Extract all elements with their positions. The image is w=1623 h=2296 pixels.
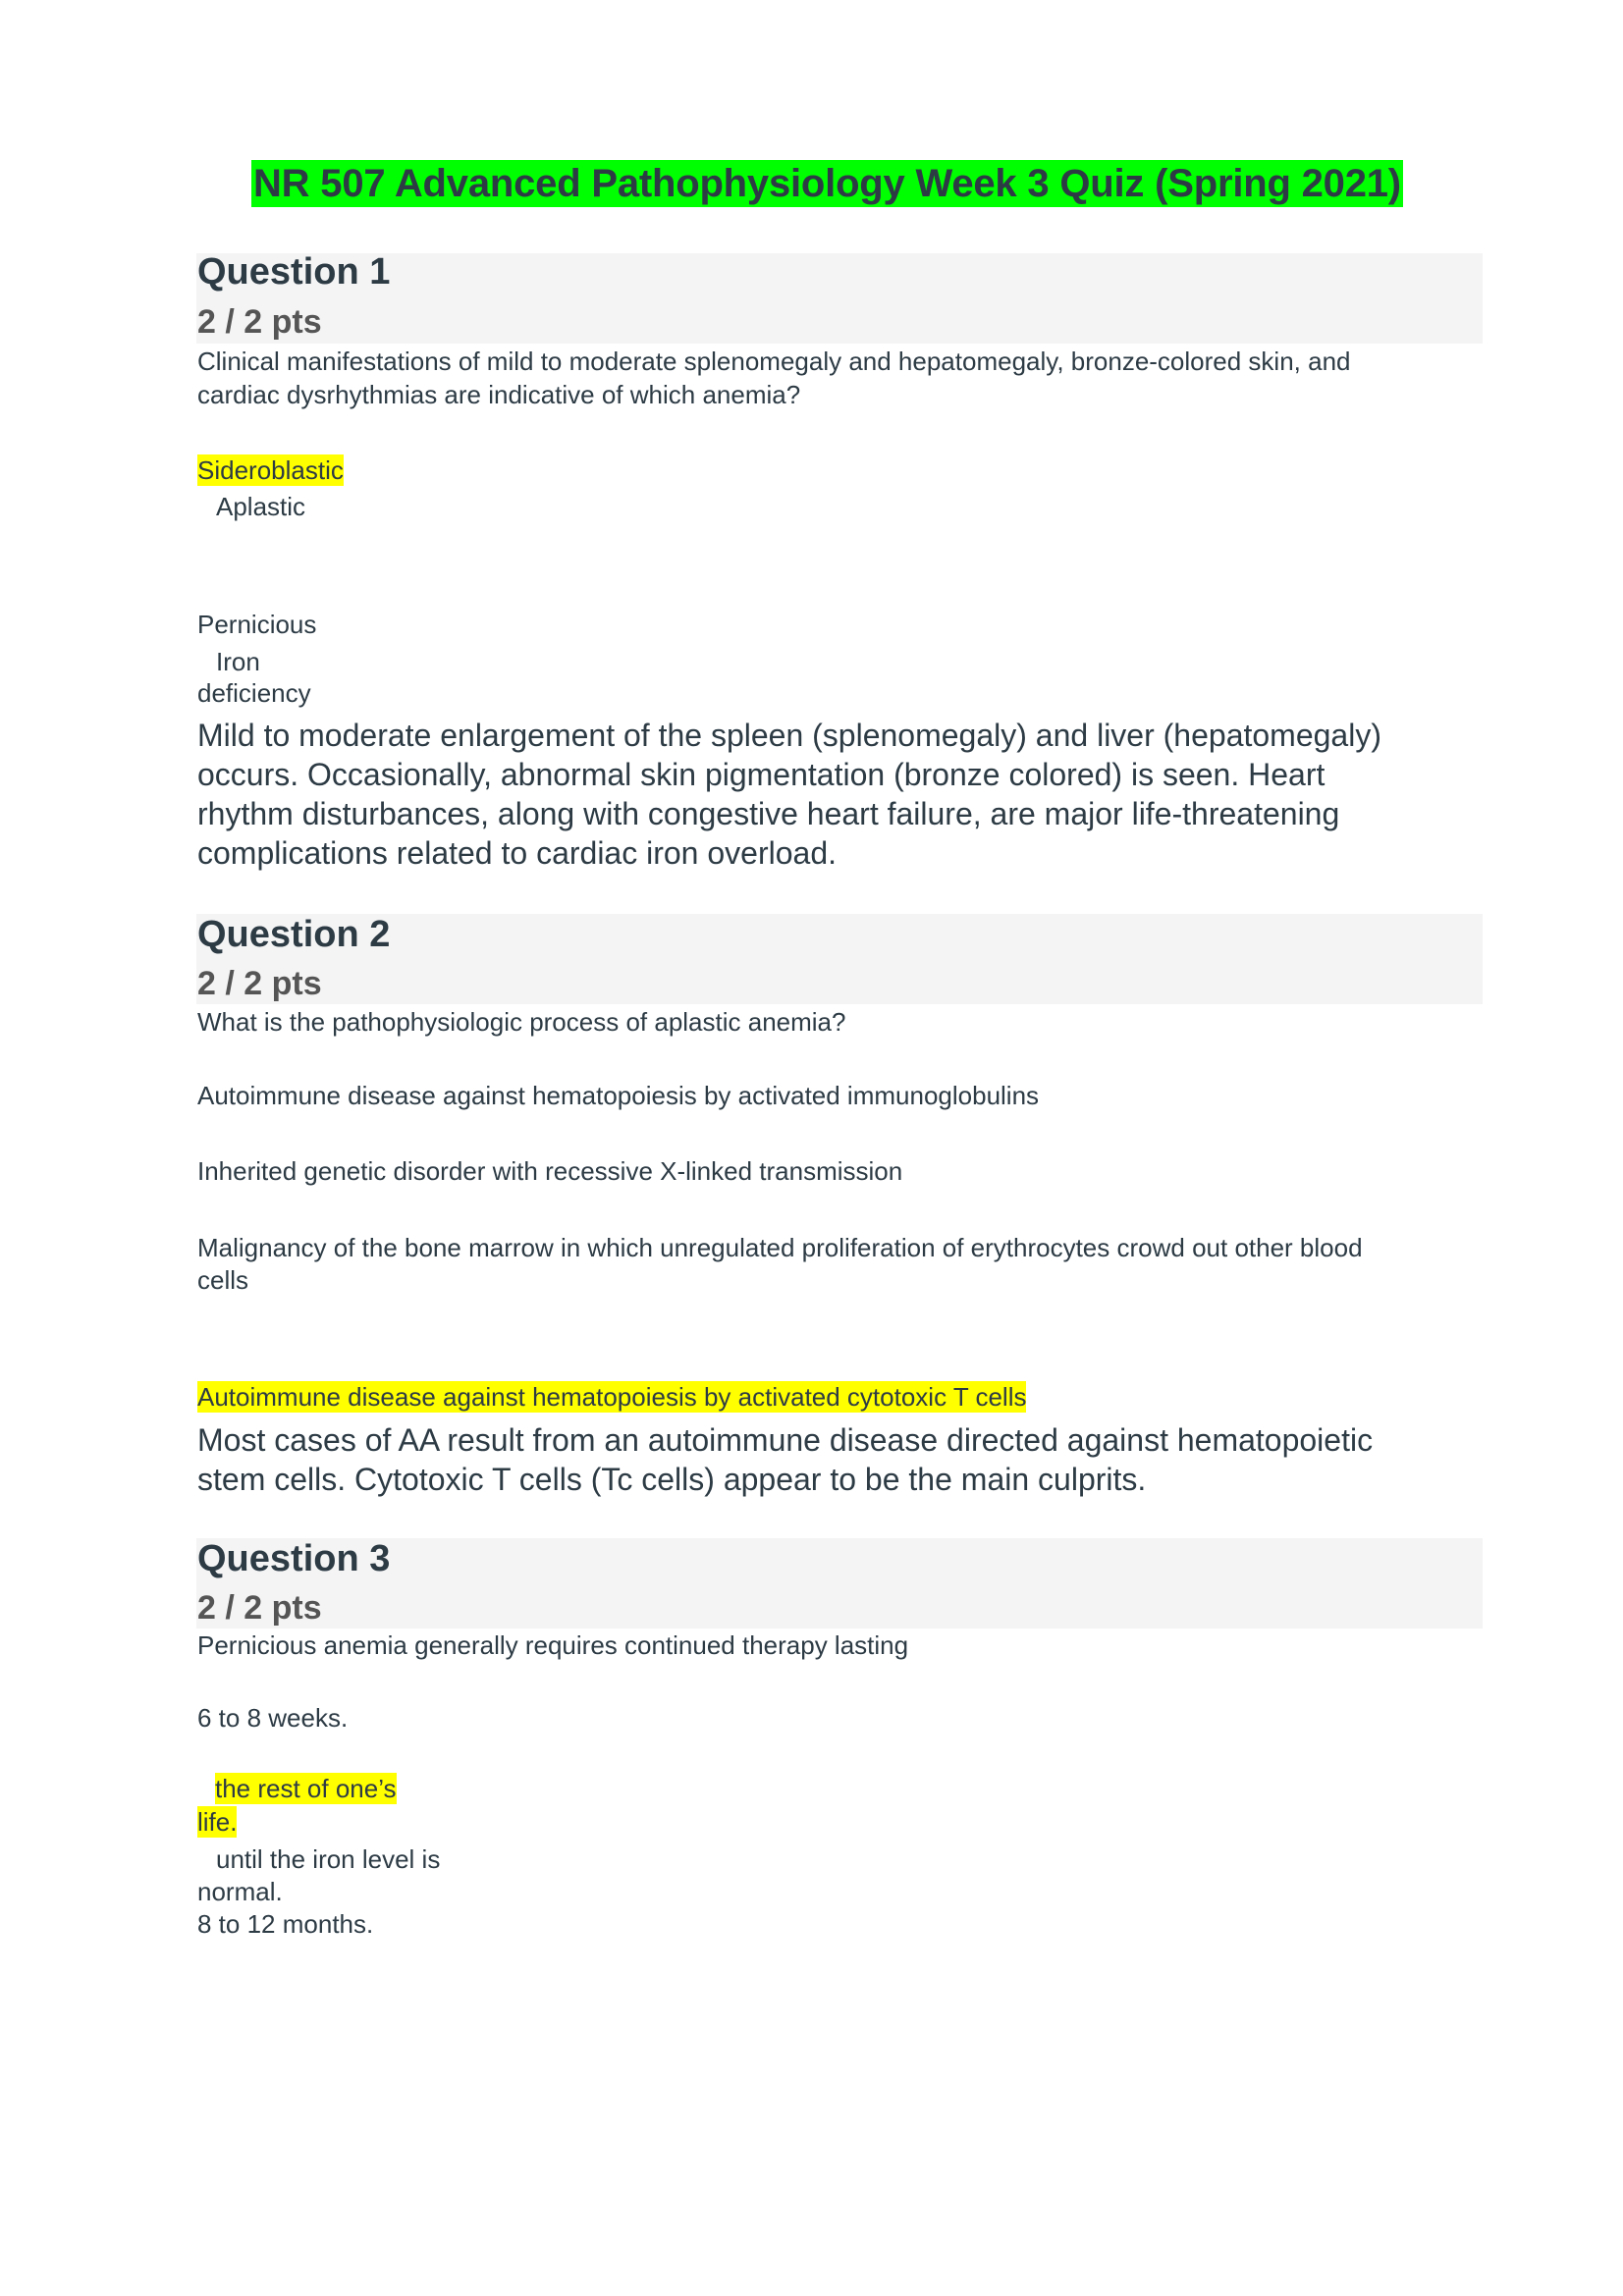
question-1-option-3[interactable]: Pernicious: [197, 610, 317, 639]
question-1-points: 2 / 2 pts: [197, 303, 322, 341]
explanation-line: Mild to moderate enlargement of the spleen (splenomegaly) and liver (hepatomegaly): [197, 718, 1381, 753]
question-3-option-1[interactable]: 6 to 8 weeks.: [197, 1703, 349, 1733]
question-2-option-2[interactable]: Inherited genetic disorder with recessive X-linked transmission: [197, 1156, 903, 1186]
question-1-option-4-line-2[interactable]: deficiency: [197, 678, 311, 708]
question-1-heading: Question 1: [197, 251, 391, 293]
question-2-heading: Question 2: [197, 914, 391, 955]
explanation-line: stem cells. Cytotoxic T cells (Tc cells) appear to be the main culprits.: [197, 1462, 1147, 1497]
question-1-explanation: [197, 716, 1493, 873]
question-3-option-3-line-2[interactable]: normal.: [197, 1877, 283, 1906]
question-3-text: Pernicious anemia generally requires continued therapy lasting: [197, 1630, 909, 1660]
question-2-option-3-line-1[interactable]: Malignancy of the bone marrow in which unregulated proliferation of erythrocytes crowd out other blood: [197, 1233, 1363, 1262]
question-3-option-3-line-1[interactable]: until the iron level is: [216, 1844, 441, 1874]
explanation-line: occurs. Occasionally, abnormal skin pigmentation (bronze colored) is seen. Heart: [197, 757, 1325, 792]
explanation-line: rhythm disturbances, along with congestive heart failure, are major life-threatening: [197, 796, 1340, 831]
question-1-option-selected[interactable]: Sideroblastic: [197, 455, 344, 485]
question-3-heading: Question 3: [197, 1538, 391, 1579]
question-1-option-4-line-1[interactable]: Iron: [216, 647, 260, 676]
question-3-option-4[interactable]: 8 to 12 months.: [197, 1909, 374, 1939]
question-3-points: 2 / 2 pts: [197, 1589, 322, 1627]
question-2-option-selected[interactable]: Autoimmune disease against hematopoiesis by activated cytotoxic T cells: [197, 1382, 1027, 1412]
question-3-option-selected-line-1[interactable]: the rest of one’s: [215, 1774, 397, 1803]
question-3-option-selected-line-2[interactable]: life.: [197, 1807, 238, 1837]
question-1-text-line-2: cardiac dysrhythmias are indicative of which anemia?: [197, 380, 801, 409]
question-2-option-1[interactable]: Autoimmune disease against hematopoiesis by activated immunoglobulins: [197, 1081, 1040, 1110]
question-2-explanation: [197, 1420, 1493, 1499]
explanation-line: Most cases of AA result from an autoimmune disease directed against hematopoietic: [197, 1422, 1374, 1458]
document-title: NR 507 Advanced Pathophysiology Week 3 Quiz (Spring 2021): [253, 162, 1401, 205]
question-1-option-2[interactable]: Aplastic: [216, 492, 306, 521]
question-2-text: What is the pathophysiologic process of aplastic anemia?: [197, 1007, 846, 1037]
question-2-option-3-line-2[interactable]: cells: [197, 1265, 249, 1295]
question-2-points: 2 / 2 pts: [197, 965, 322, 1002]
explanation-line: complications related to cardiac iron overload.: [197, 835, 837, 871]
question-1-text-line-1: Clinical manifestations of mild to moderate splenomegaly and hepatomegaly, bronze-colored skin, and: [197, 347, 1351, 376]
